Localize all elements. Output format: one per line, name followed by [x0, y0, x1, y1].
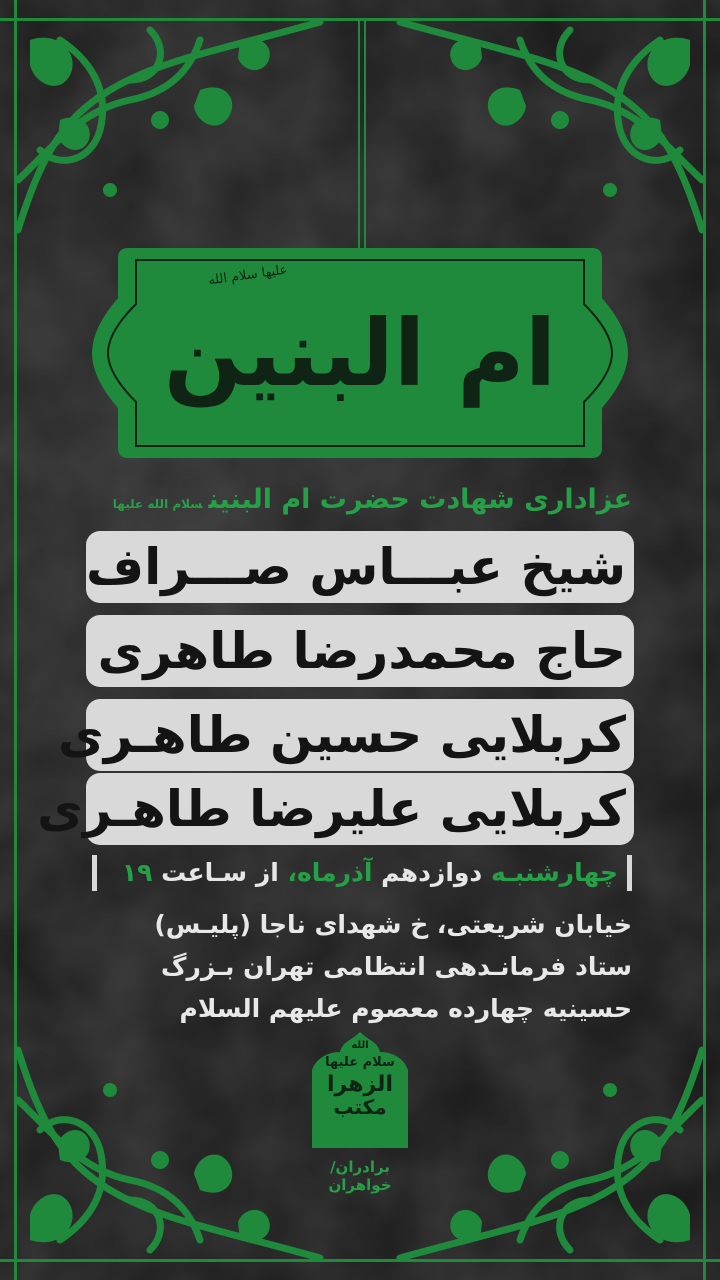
logo-line-2: الزهرا [327, 1072, 393, 1097]
date-time-label: از سـاعت [161, 858, 279, 887]
corner-ornament-bottom-left [0, 1040, 330, 1280]
speaker-name-1: شیخ عبـــاس صـــراف [86, 538, 626, 596]
corner-ornament-top-right [390, 0, 720, 240]
logo-text [300, 1052, 420, 1118]
subtitle-salam: سلام الله علیها [112, 497, 203, 511]
title-calligraphy-block [88, 238, 632, 468]
speaker-name-2: حاج محمدرضا طاهری [97, 622, 626, 680]
date-line [92, 850, 632, 896]
address-line-1: خیابان شریعتی، خ شهدای ناجا (پلیـس) [154, 910, 632, 939]
subtitle [72, 484, 632, 515]
logo-line-1: سلام علیها [325, 1055, 395, 1070]
speaker-name-3: کربلایی حسین طاهـری [58, 706, 626, 764]
title-calligraphy: ام البنین [163, 299, 557, 407]
corner-ornament-top-left [0, 0, 330, 240]
address-line-2: ستاد فرمانـدهی انتظامی تهران بـزرگ [160, 952, 632, 981]
speaker-name-4: کربلایی علیرضا طاهـری [37, 780, 626, 838]
title-salam: علیها سلام الله [207, 262, 289, 289]
logo-line-3: مکتب [333, 1095, 387, 1119]
logo-allah: الله [351, 1040, 369, 1051]
date-number: دوازدهم [381, 858, 483, 887]
date-hour: ۱۹ [121, 858, 153, 887]
date-day: چهارشنبـه [490, 858, 618, 887]
date-month: آذرماه، [287, 858, 373, 887]
address-line-3: حسینیه چهارده معصوم علیهم السلام [179, 994, 632, 1023]
corner-ornament-bottom-right [390, 1040, 720, 1280]
subtitle-main: عزاداری شهادت حضرت ام البنین [208, 484, 632, 515]
frame-line-center-right [364, 18, 366, 248]
frame-line-center-left [358, 18, 360, 248]
logo-caption: برادران/خواهران [328, 1158, 392, 1194]
